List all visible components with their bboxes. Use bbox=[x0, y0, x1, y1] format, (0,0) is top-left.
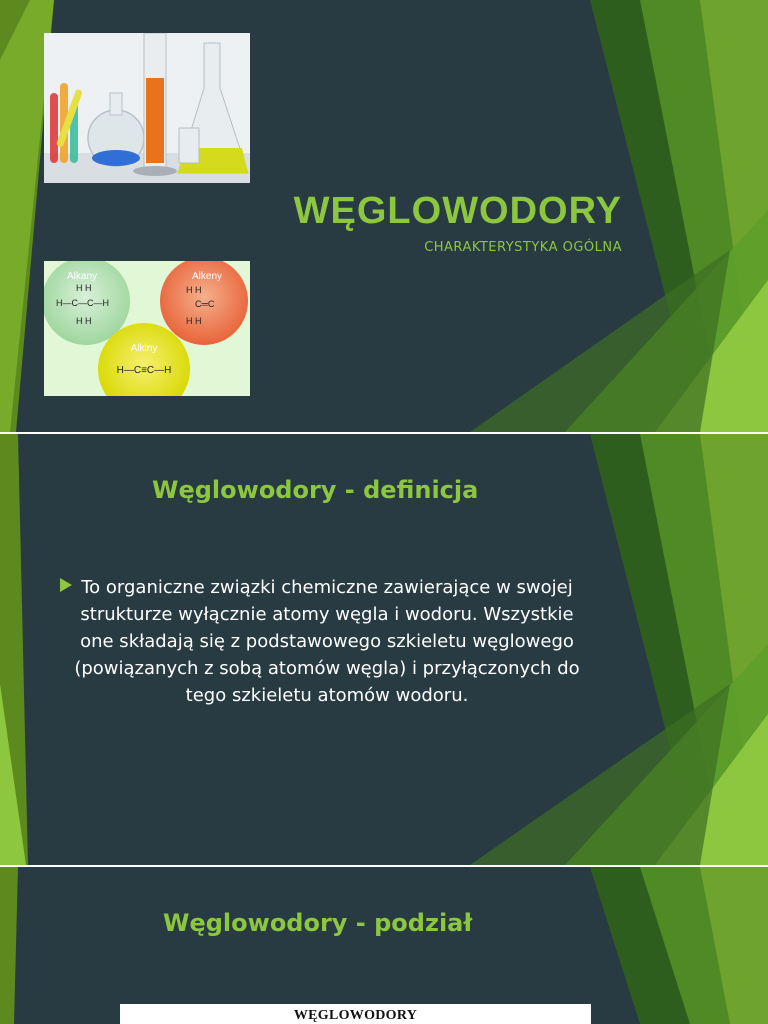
slide-definition bbox=[0, 434, 768, 865]
alkany-formula-top: H H bbox=[76, 283, 92, 293]
heading-bold: Węglowodory bbox=[163, 909, 348, 937]
heading-rest: - podział bbox=[347, 909, 473, 937]
alkeny-label: Alkeny bbox=[191, 271, 223, 282]
alkany-label: Alkany bbox=[66, 271, 98, 282]
alkeny-formula-mid: C═C bbox=[195, 299, 215, 309]
alkany-formula-mid: H—C—C—H bbox=[56, 298, 109, 308]
slide-heading bbox=[152, 476, 478, 504]
bullet-item bbox=[60, 574, 580, 709]
alkiny-formula: H—C≡C—H bbox=[116, 365, 172, 376]
chart-title: WĘGLOWODORY bbox=[293, 1008, 418, 1023]
bullet-arrow-icon bbox=[60, 578, 72, 592]
heading-rest: - definicja bbox=[336, 476, 479, 504]
alkany-formula-bottom: H H bbox=[76, 316, 92, 326]
green-shapes-decoration bbox=[0, 867, 768, 1024]
alkeny-formula-top: H H bbox=[186, 285, 202, 295]
definition-text: To organiczne związki chemiczne zawierające w swojej strukturze wyłącznie atomy węgla i wodoru. Wszystkie one składają się z podstawowego szkieletu węglowego (powiązanych z sobą atomów węgla) i przyłączonych do tego szkieletu atomów wodoru. bbox=[74, 577, 580, 706]
slide-title-text: WĘGLOWODORY bbox=[293, 190, 622, 232]
slide-classification bbox=[0, 867, 768, 1024]
lab-glassware-image bbox=[44, 33, 250, 183]
slide-heading bbox=[163, 909, 472, 937]
slide-subtitle: CHARAKTERYSTYKA OGÓLNA bbox=[424, 240, 622, 255]
alkeny-formula-bottom: H H bbox=[186, 316, 202, 326]
heading-bold: Węglowodory bbox=[152, 476, 337, 504]
hydrocarbons-diagram bbox=[44, 261, 250, 396]
alkiny-label: Alkiny bbox=[130, 343, 158, 354]
slide-title bbox=[0, 0, 768, 432]
classification-chart bbox=[120, 1004, 591, 1024]
